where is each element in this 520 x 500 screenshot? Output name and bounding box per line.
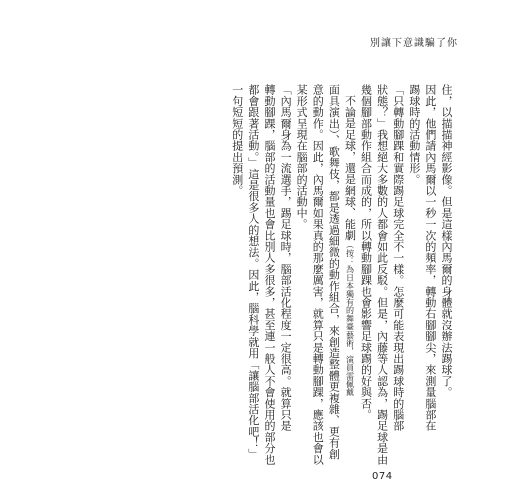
translator-note: （按：為日本獨有的舞臺藝術，演員需佩戴 bbox=[345, 240, 355, 397]
text-column: 因此，他們請內馬爾以一秒一次的頻率，轉動右腳腳尖，來測量腦部在 bbox=[423, 84, 437, 432]
text-column: 轉動腳踝，腦部的活動量也會比別人多很多，甚至連一般人不會使用的部分也 bbox=[262, 84, 276, 465]
text-column: 「內馬爾身為一流選手，踢足球時，腦部活化程度一定很高。就算只是 bbox=[279, 84, 293, 432]
text-column-with-note bbox=[341, 95, 357, 444]
vertical-text-body bbox=[229, 84, 454, 465]
running-header: 別讓下意識騙了你 bbox=[370, 38, 458, 49]
text-column: 狀態？」我想絕大多數的人都會如此反駁。但是，內藤等人認為，踢足球是由 bbox=[375, 84, 389, 465]
page-number: 074 bbox=[372, 471, 393, 482]
text-column-main: 不論是足球，還是網球、能劇 bbox=[343, 95, 357, 241]
text-column: 面具演出）、歌舞伎，都是透過細微的動作組合，來創造整體更複雜、更有創 bbox=[327, 84, 341, 460]
text-column: 都會跟著活動。」這是很多人的想法。因此，腦科學就用「讓腦部活化吧！」 bbox=[246, 84, 260, 460]
text-column: 意的動作。因此，內馬爾如果真的那麼厲害，就算只是轉動腳踝，應該也會以 bbox=[311, 84, 325, 465]
text-column: 一句短短的提出預測。 bbox=[230, 84, 244, 196]
text-column: 「只轉動腳踝和實際踢足球完全不一樣。怎麼可能表現出踢球時的腦部 bbox=[391, 84, 405, 432]
text-column: 住，以描描神經影像。但是這樣內馬爾的身體就沒辦法踢球了。 bbox=[440, 84, 453, 398]
text-column: 幾個腳部動作組合而成的，所以轉動腳踝也會影響足球踢的好與否。 bbox=[359, 84, 373, 420]
text-column: 某形式呈現在腦部的活動中。 bbox=[295, 84, 309, 230]
text-column: 踢球時的活動情形。 bbox=[407, 84, 421, 185]
